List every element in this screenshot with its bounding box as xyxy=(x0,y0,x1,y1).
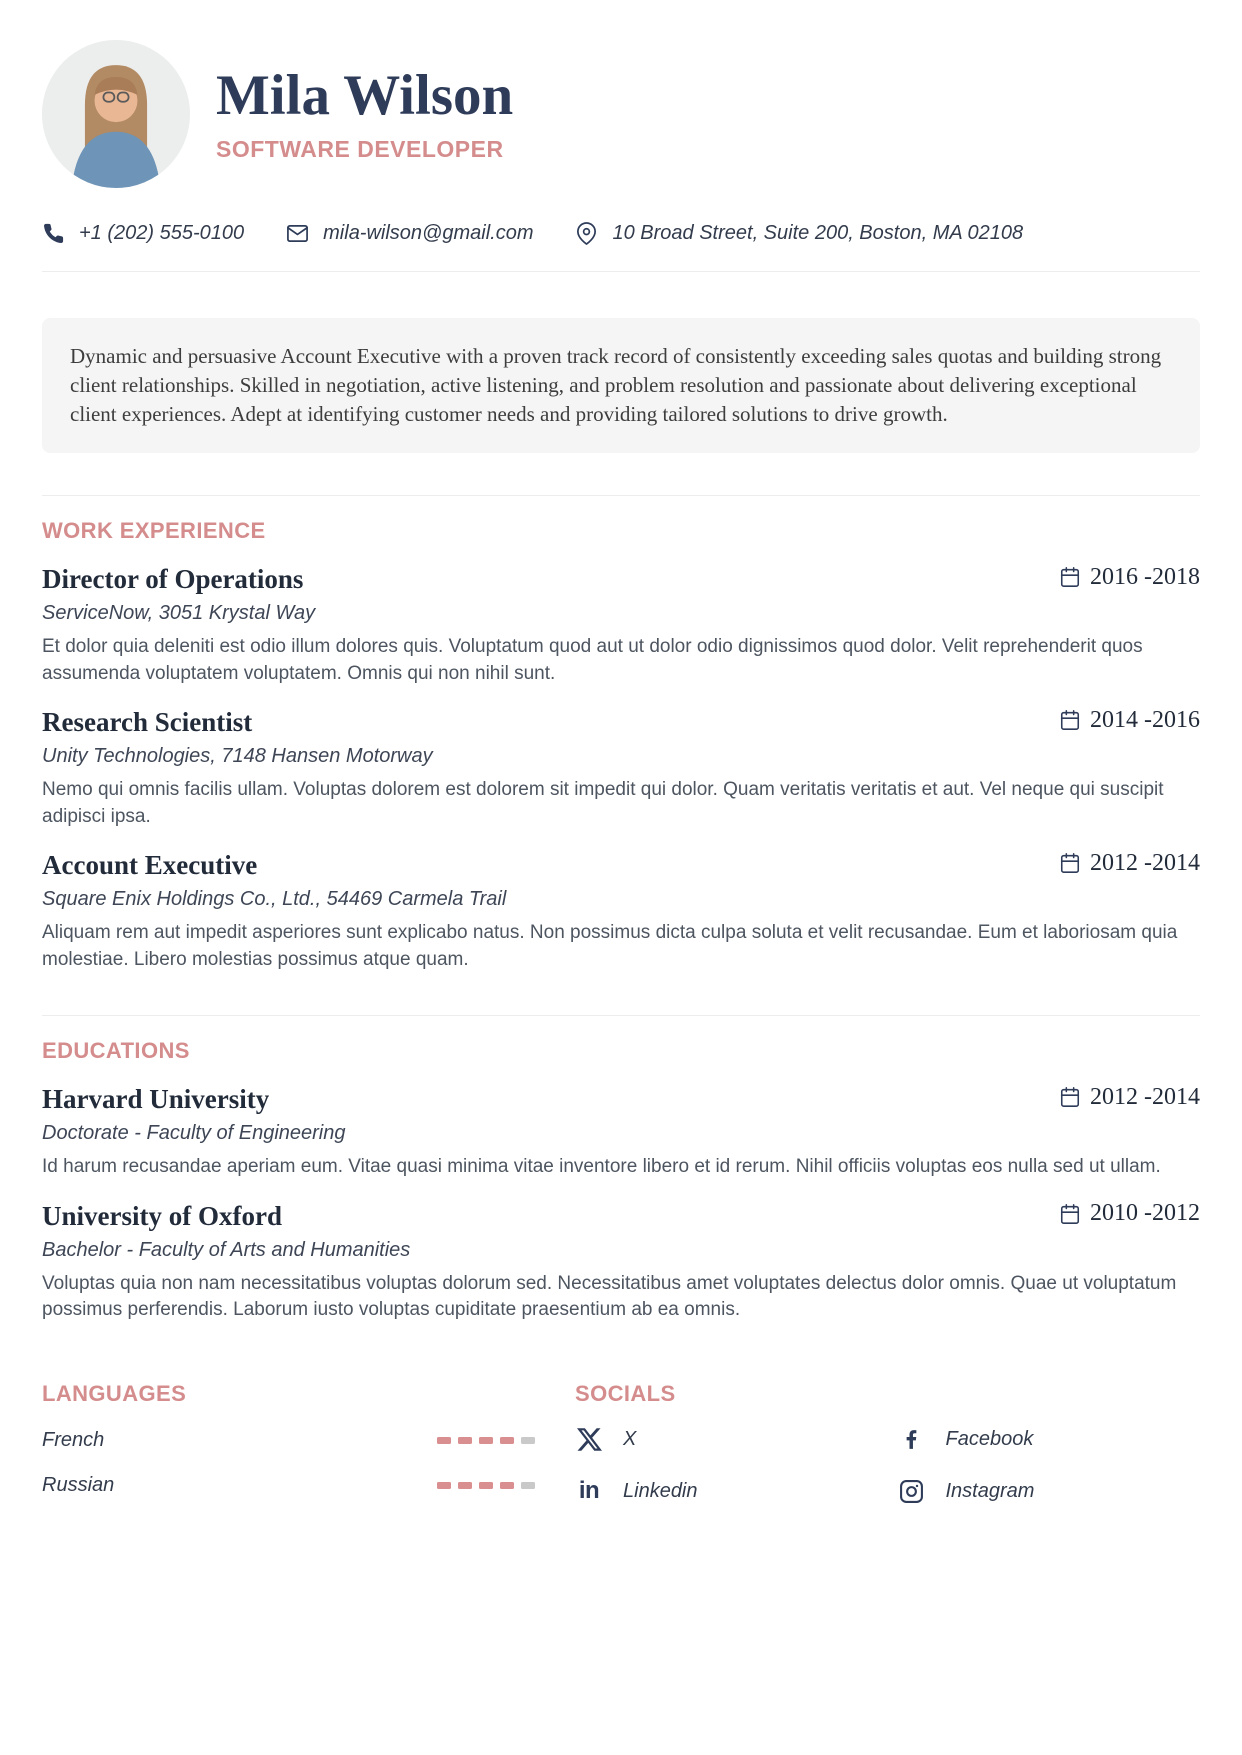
education-description: Id harum recusandae aperiam eum. Vitae quasi minima vitae inventore libero et id rerum. Nihil officiis voluptas eos nulla sed ut ullam. xyxy=(42,1156,1161,1178)
contact-address xyxy=(575,222,1023,245)
education-description: Voluptas quia non nam necessitatibus voluptas dolorum sed. Necessitatibus amet voluptates delectus dolor omnis. Quae ut voluptatum possimus perferendis. Laborum iusto voluptas cupiditate praesentium ab ea omnis. xyxy=(42,1272,1177,1321)
avatar xyxy=(42,40,190,188)
work-description: Aliquam rem aut impedit asperiores sunt explicabo natus. Non possimus dicta culpa soluta et velit recusandae. Eum et laboriosam quia molestiae. Libero molestias possimus atque quam. xyxy=(42,922,1178,970)
job-title: SOFTWARE DEVELOPER xyxy=(216,136,504,163)
calendar-icon xyxy=(1059,1203,1081,1225)
calendar-icon xyxy=(1059,852,1081,874)
page-title: Mila Wilson xyxy=(216,63,514,127)
work-title: Account Executive xyxy=(42,850,258,881)
work-dates: 2012 -2014 xyxy=(1059,850,1200,877)
language-name: French xyxy=(42,1429,105,1452)
language-name: Russian xyxy=(42,1474,115,1497)
education-entry xyxy=(42,1084,1200,1181)
social-label: Linkedin xyxy=(623,1479,698,1502)
education-degree: Doctorate - Faculty of Engineering xyxy=(42,1122,346,1145)
social-label: X xyxy=(623,1427,637,1450)
section-languages xyxy=(42,1381,535,1505)
calendar-icon xyxy=(1059,709,1081,731)
section-work-experience xyxy=(42,495,1200,973)
work-title: Director of Operations xyxy=(42,564,304,595)
header-text xyxy=(216,65,513,164)
social-item-linkedin xyxy=(575,1477,878,1505)
calendar-icon xyxy=(1059,566,1081,588)
language-level-meter xyxy=(437,1482,535,1489)
social-label: Facebook xyxy=(945,1427,1034,1450)
work-company: Unity Technologies, 7148 Hansen Motorway xyxy=(42,745,433,768)
instagram-icon xyxy=(898,1477,926,1505)
work-dates: 2014 -2016 xyxy=(1059,707,1200,734)
education-degree: Bachelor - Faculty of Arts and Humanities xyxy=(42,1238,411,1261)
contact-phone xyxy=(42,222,244,245)
social-item-x xyxy=(575,1425,878,1453)
social-label: Instagram xyxy=(945,1479,1035,1502)
header xyxy=(42,40,1200,188)
work-entry xyxy=(42,850,1200,973)
calendar-icon xyxy=(1059,1086,1081,1108)
education-dates: 2010 -2012 xyxy=(1059,1200,1200,1227)
section-education xyxy=(42,1015,1200,1324)
work-company: ServiceNow, 3051 Krystal Way xyxy=(42,602,316,625)
bottom-columns xyxy=(42,1381,1200,1505)
email-address: mila-wilson@gmail.com xyxy=(323,222,534,244)
language-row xyxy=(42,1474,535,1497)
work-entry xyxy=(42,564,1200,687)
x-icon xyxy=(575,1425,603,1453)
social-item-instagram xyxy=(898,1477,1201,1505)
section-heading-socials: SOCIALS xyxy=(575,1381,676,1407)
work-title: Research Scientist xyxy=(42,707,253,738)
location-icon xyxy=(575,222,598,245)
phone-number: +1 (202) 555-0100 xyxy=(79,222,245,244)
education-school: Harvard University xyxy=(42,1084,270,1115)
email-icon xyxy=(286,222,309,245)
work-entry xyxy=(42,707,1200,830)
contact-email xyxy=(286,222,533,245)
facebook-icon xyxy=(898,1425,926,1453)
language-level-meter xyxy=(437,1437,535,1444)
phone-icon xyxy=(42,222,65,245)
education-entry xyxy=(42,1200,1200,1323)
section-heading-languages: LANGUAGES xyxy=(42,1381,187,1407)
social-item-facebook xyxy=(898,1425,1201,1453)
contact-row xyxy=(42,222,1200,245)
work-description: Nemo qui omnis facilis ullam. Voluptas dolorem est dolorem sit impedit qui dolor. Quam veritatis veritatis et aut. Vel neque qui suscipit adipisci ipsa. xyxy=(42,779,1164,827)
work-company: Square Enix Holdings Co., Ltd., 54469 Carmela Trail xyxy=(42,888,507,911)
linkedin-icon: in xyxy=(578,1477,600,1505)
section-heading-education: EDUCATIONS xyxy=(42,1037,190,1063)
section-heading-work: WORK EXPERIENCE xyxy=(42,517,266,543)
education-dates: 2012 -2014 xyxy=(1059,1084,1200,1111)
work-description: Et dolor quia deleniti est odio illum dolores quis. Voluptatum quod aut ut dolor odio dignissimos quod dolor. Velit reprehenderit quos assumenda voluptatem voluptatem. Omnis qui non nihil sunt. xyxy=(42,636,1143,684)
header-divider xyxy=(42,271,1200,272)
socials-grid xyxy=(575,1425,1200,1505)
street-address: 10 Broad Street, Suite 200, Boston, MA 02108 xyxy=(612,222,1024,244)
summary-box: Dynamic and persuasive Account Executive with a proven track record of consistently exceeding sales quotas and building strong client relationships. Skilled in negotiation, active listening, and problem resolution and passionate about delivering exceptional client experiences. Adept at identifying customer needs and providing tailored solutions to drive growth. xyxy=(42,318,1200,453)
work-dates: 2016 -2018 xyxy=(1059,564,1200,591)
language-row xyxy=(42,1429,535,1452)
education-school: University of Oxford xyxy=(42,1200,282,1231)
section-socials xyxy=(575,1381,1200,1505)
